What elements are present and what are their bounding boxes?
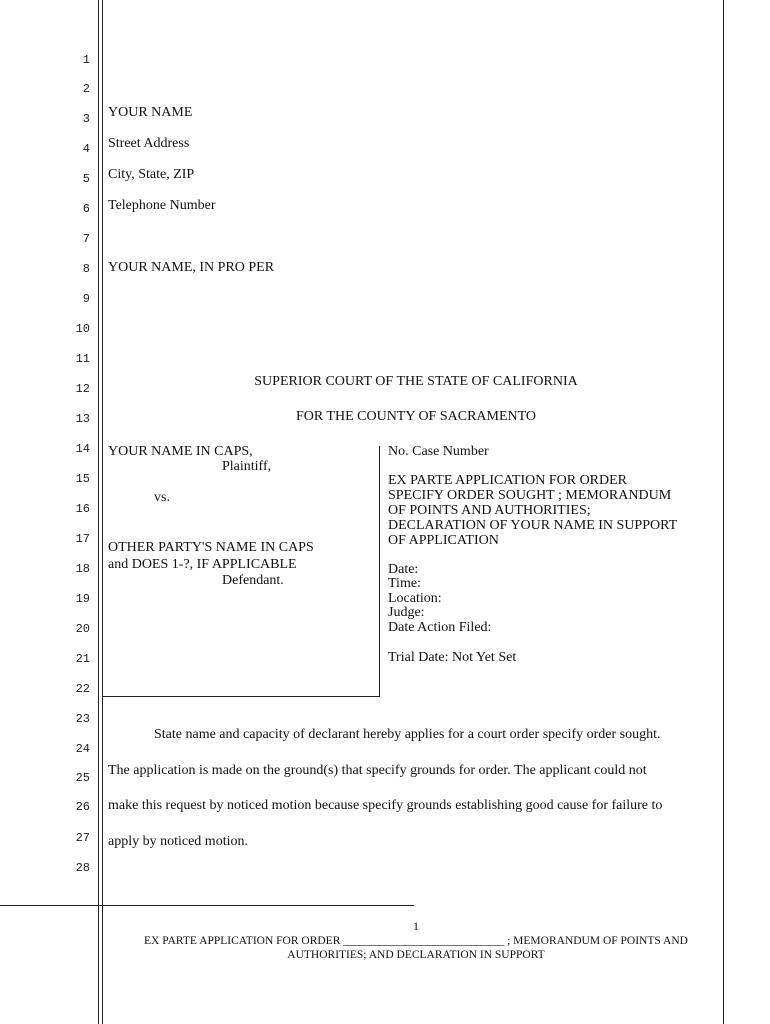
line-number: 18: [75, 562, 90, 576]
line-number: 14: [75, 442, 90, 456]
document-title-line-5: OF APPLICATION: [388, 533, 499, 548]
footer-rule: [0, 905, 414, 906]
document-title-line-1: EX PARTE APPLICATION FOR ORDER: [388, 473, 628, 488]
line-number: 25: [75, 771, 90, 785]
line-number: 16: [75, 502, 90, 516]
versus: vs.: [154, 490, 170, 505]
line-number: 2: [82, 82, 90, 96]
hearing-location: Location:: [388, 591, 442, 606]
line-number: 26: [75, 800, 90, 814]
line-number: 23: [75, 712, 90, 726]
body-line-1: State name and capacity of declarant hereby applies for a court order specify order sought.: [154, 727, 661, 742]
caption-box-bottom-border: [102, 696, 380, 697]
line-number: 13: [75, 412, 90, 426]
line-number: 24: [75, 742, 90, 756]
plaintiff-name: YOUR NAME IN CAPS,: [108, 444, 253, 459]
line-number: 27: [75, 831, 90, 845]
hearing-date: Date:: [388, 562, 419, 577]
line-number: 22: [75, 682, 90, 696]
telephone-number: Telephone Number: [108, 198, 216, 213]
plaintiff-label: Plaintiff,: [222, 459, 272, 474]
defendant-name-line-1: OTHER PARTY'S NAME IN CAPS: [108, 540, 314, 555]
body-line-4: apply by noticed motion.: [108, 834, 248, 849]
line-number: 1: [82, 53, 90, 67]
line-number: 11: [75, 352, 90, 366]
court-name: SUPERIOR COURT OF THE STATE OF CALIFORNIA: [254, 374, 578, 389]
footer-title-line-1: EX PARTE APPLICATION FOR ORDER ____________________________ ; MEMORANDUM OF POINTS AND: [144, 935, 688, 947]
hearing-judge: Judge:: [388, 605, 425, 620]
attorney-for: YOUR NAME, IN PRO PER: [108, 260, 275, 275]
city-state-zip: City, State, ZIP: [108, 167, 195, 182]
trial-date: Trial Date: Not Yet Set: [388, 650, 517, 665]
hearing-time: Time:: [388, 576, 421, 591]
defendant-label: Defendant.: [222, 573, 284, 588]
page-number: 1: [413, 919, 419, 933]
document-title-line-3: OF POINTS AND AUTHORITIES;: [388, 503, 591, 518]
body-line-2: The application is made on the ground(s) that specify grounds for order. The applicant could not: [108, 763, 647, 778]
line-number: 12: [75, 382, 90, 396]
line-number: 4: [82, 142, 90, 156]
caption-box-right-border: [379, 446, 380, 697]
body-line-3: make this request by noticed motion because specify grounds establishing good cause for failure to: [108, 798, 663, 813]
left-margin-rule-inner: [102, 0, 103, 1024]
line-number: 20: [75, 622, 90, 636]
line-number: 15: [75, 472, 90, 486]
defendant-name-line-2: and DOES 1-?, IF APPLICABLE: [108, 557, 297, 572]
line-number: 8: [82, 262, 90, 276]
document-title-line-4: DECLARATION OF YOUR NAME IN SUPPORT: [388, 518, 678, 533]
street-address: Street Address: [108, 136, 190, 151]
line-number: 6: [82, 202, 90, 216]
footer-title-line-2: AUTHORITIES; AND DECLARATION IN SUPPORT: [287, 949, 545, 961]
party-name: YOUR NAME: [108, 105, 193, 120]
right-margin-rule: [723, 0, 724, 1024]
left-margin-rule-outer: [98, 0, 99, 1024]
line-number: 21: [75, 652, 90, 666]
line-number: 5: [82, 172, 90, 186]
line-number: 7: [82, 232, 90, 246]
line-number: 10: [75, 322, 90, 336]
line-number: 17: [75, 532, 90, 546]
line-number: 3: [82, 112, 90, 126]
line-number: 19: [75, 592, 90, 606]
case-number: No. Case Number: [388, 444, 489, 459]
date-action-filed: Date Action Filed:: [388, 620, 492, 635]
court-county: FOR THE COUNTY OF SACRAMENTO: [295, 409, 537, 424]
document-title-line-2: SPECIFY ORDER SOUGHT ; MEMORANDUM: [388, 488, 672, 503]
line-number: 9: [82, 292, 90, 306]
line-number: 28: [75, 861, 90, 875]
